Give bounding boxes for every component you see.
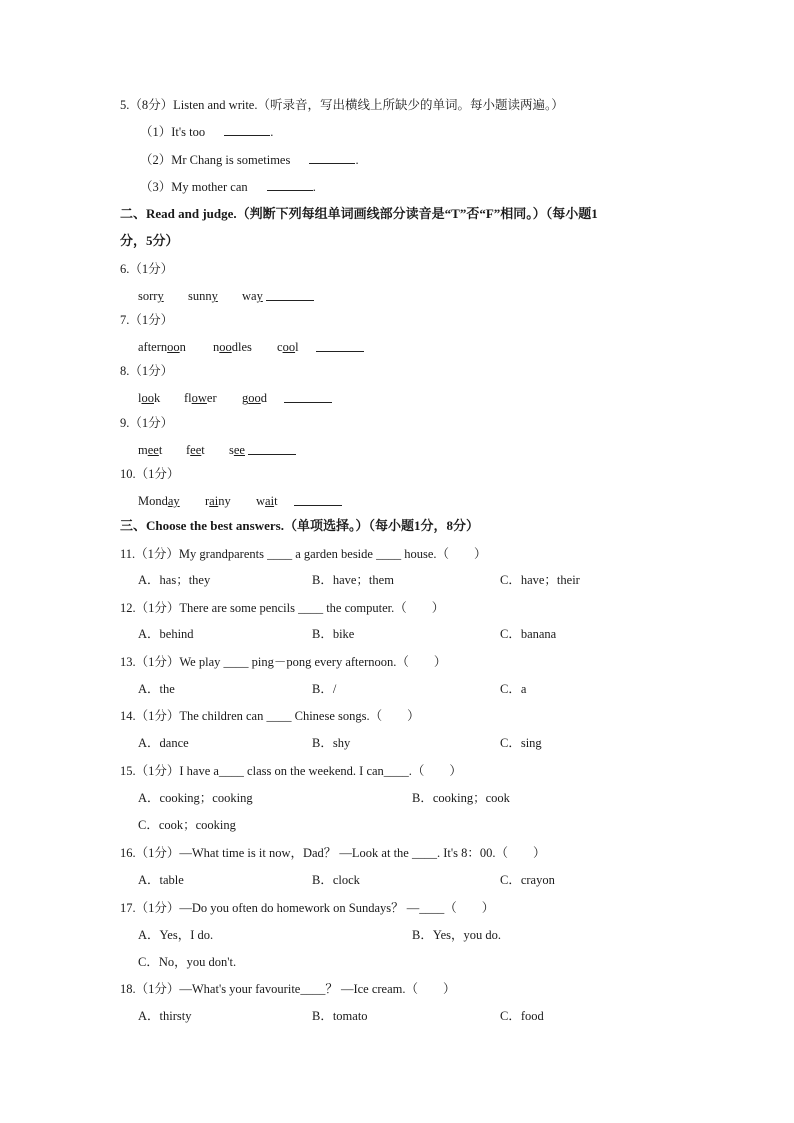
answer-option-b[interactable]: B．bike xyxy=(312,627,355,641)
answer-blank[interactable] xyxy=(284,391,332,403)
judge-word: feet xyxy=(186,443,205,457)
underlined-letters: oo xyxy=(219,340,232,354)
section-2-heading-cont: 分，5分） xyxy=(120,233,179,248)
question-stem: 11.（1分）My grandparents ____ a garden beside ____ house.（ ） xyxy=(120,547,487,561)
question-stem: 13.（1分）We play ____ ping－pong every afternoon.（ ） xyxy=(120,655,447,669)
answer-option-b[interactable]: B．Yes，you do. xyxy=(412,928,502,942)
question-stem: 14.（1分）The children can ____ Chinese songs.（ ） xyxy=(120,709,420,723)
answer-option-a[interactable]: A．has；they xyxy=(138,573,211,587)
q5-item-1 xyxy=(140,124,273,140)
answer-blank[interactable] xyxy=(267,179,313,191)
answer-option-a[interactable]: A．behind xyxy=(138,627,194,641)
answer-option-b[interactable]: B．tomato xyxy=(312,1009,368,1023)
judge-question-number: 9.（1分） xyxy=(120,416,174,430)
answer-option-c[interactable]: C．crayon xyxy=(500,873,555,887)
judge-word: sorry xyxy=(138,289,164,303)
q5-item-2 xyxy=(140,152,359,168)
answer-blank[interactable] xyxy=(309,152,355,164)
judge-word: flower xyxy=(184,391,217,405)
underlined-letters: oo xyxy=(167,340,180,354)
answer-blank[interactable] xyxy=(266,289,314,301)
judge-word: noodles xyxy=(213,340,252,354)
q5-item-3-label: （3）My mother can xyxy=(140,180,248,194)
underlined-letters: oo xyxy=(141,391,154,405)
answer-option-a[interactable]: A．cooking；cooking xyxy=(138,791,253,805)
underlined-letters: ay xyxy=(167,494,180,508)
answer-option-a[interactable]: A．Yes，I do. xyxy=(138,928,214,942)
question-stem: 18.（1分）—What's your favourite____？ —Ice cream.（ ） xyxy=(120,982,456,996)
judge-word: cool xyxy=(277,340,299,354)
answer-blank[interactable] xyxy=(248,443,296,455)
answer-option-a[interactable]: A．thirsty xyxy=(138,1009,192,1023)
q5-item-3 xyxy=(140,179,316,195)
judge-word: afternoon xyxy=(138,340,186,354)
answer-option-b[interactable]: B．have；them xyxy=(312,573,394,587)
answer-option-c[interactable]: C．food xyxy=(500,1009,544,1023)
answer-option-c[interactable]: C．a xyxy=(500,682,527,696)
judge-word: wait xyxy=(256,494,278,508)
answer-option-b[interactable]: B．/ xyxy=(312,682,337,696)
underlined-letters: y xyxy=(211,289,218,303)
judge-question-number: 6.（1分） xyxy=(120,262,174,276)
answer-option-a[interactable]: A．dance xyxy=(138,736,189,750)
answer-option-c[interactable]: C．banana xyxy=(500,627,557,641)
judge-word: sunny xyxy=(188,289,218,303)
section-2-heading: 二、Read and judge.（判断下列每组单词画线部分读音是“T”否“F”相同。）（每小题1 xyxy=(120,206,598,221)
underlined-letters: y xyxy=(256,289,263,303)
underlined-letters: ee xyxy=(233,443,245,457)
underlined-letters: y xyxy=(157,289,164,303)
answer-option-b[interactable]: B．cooking；cook xyxy=(412,791,510,805)
judge-word: rainy xyxy=(205,494,231,508)
judge-question-number: 7.（1分） xyxy=(120,313,174,327)
answer-blank[interactable] xyxy=(224,124,270,136)
q5-item-1-label: （1）It's too xyxy=(140,125,206,139)
judge-word: see xyxy=(229,443,245,457)
judge-word: Monday xyxy=(138,494,180,508)
underlined-letters: oo xyxy=(248,391,261,405)
answer-option-c[interactable]: C．No，you don't. xyxy=(138,955,237,969)
q5-item-1-end: . xyxy=(270,125,274,139)
answer-option-b[interactable]: B．shy xyxy=(312,736,351,750)
judge-question-number: 8.（1分） xyxy=(120,364,174,378)
question-stem: 15.（1分）I have a____ class on the weekend. I can____.（ ） xyxy=(120,764,462,778)
judge-word: meet xyxy=(138,443,163,457)
judge-question-number: 10.（1分） xyxy=(120,467,180,481)
judge-word: good xyxy=(242,391,267,405)
question-stem: 17.（1分）—Do you often do homework on Sundays？ —____（ ） xyxy=(120,901,495,915)
answer-option-c[interactable]: C．cook；cooking xyxy=(138,818,236,832)
judge-word: look xyxy=(138,391,161,405)
underlined-letters: ai xyxy=(265,494,275,508)
question-stem: 12.（1分）There are some pencils ____ the computer.（ ） xyxy=(120,601,445,615)
question-stem: 16.（1分）—What time is it now，Dad？ —Look at the ____. It's 8：00.（ ） xyxy=(120,846,546,860)
underlined-letters: ow xyxy=(191,391,207,405)
q5-item-3-end: . xyxy=(312,180,316,194)
q5-item-2-end: . xyxy=(355,153,359,167)
judge-word: way xyxy=(242,289,263,303)
answer-option-a[interactable]: A．the xyxy=(138,682,175,696)
answer-option-b[interactable]: B．clock xyxy=(312,873,360,887)
answer-blank[interactable] xyxy=(316,340,364,352)
q5-title: 5.（8分）Listen and write.（听录音，写出横线上所缺少的单词。每小题读两遍。） xyxy=(120,98,564,112)
q5-item-2-label: （2）Mr Chang is sometimes xyxy=(140,153,291,167)
answer-option-c[interactable]: C．have；their xyxy=(500,573,580,587)
underlined-letters: ee xyxy=(147,443,159,457)
underlined-letters: ee xyxy=(190,443,202,457)
underlined-letters: oo xyxy=(282,340,296,354)
answer-blank[interactable] xyxy=(294,494,342,506)
underlined-letters: ai xyxy=(209,494,219,508)
answer-option-c[interactable]: C．sing xyxy=(500,736,542,750)
section-3-heading: 三、Choose the best answers.（单项选择。）（每小题1分，8分） xyxy=(120,518,479,533)
answer-option-a[interactable]: A．table xyxy=(138,873,184,887)
